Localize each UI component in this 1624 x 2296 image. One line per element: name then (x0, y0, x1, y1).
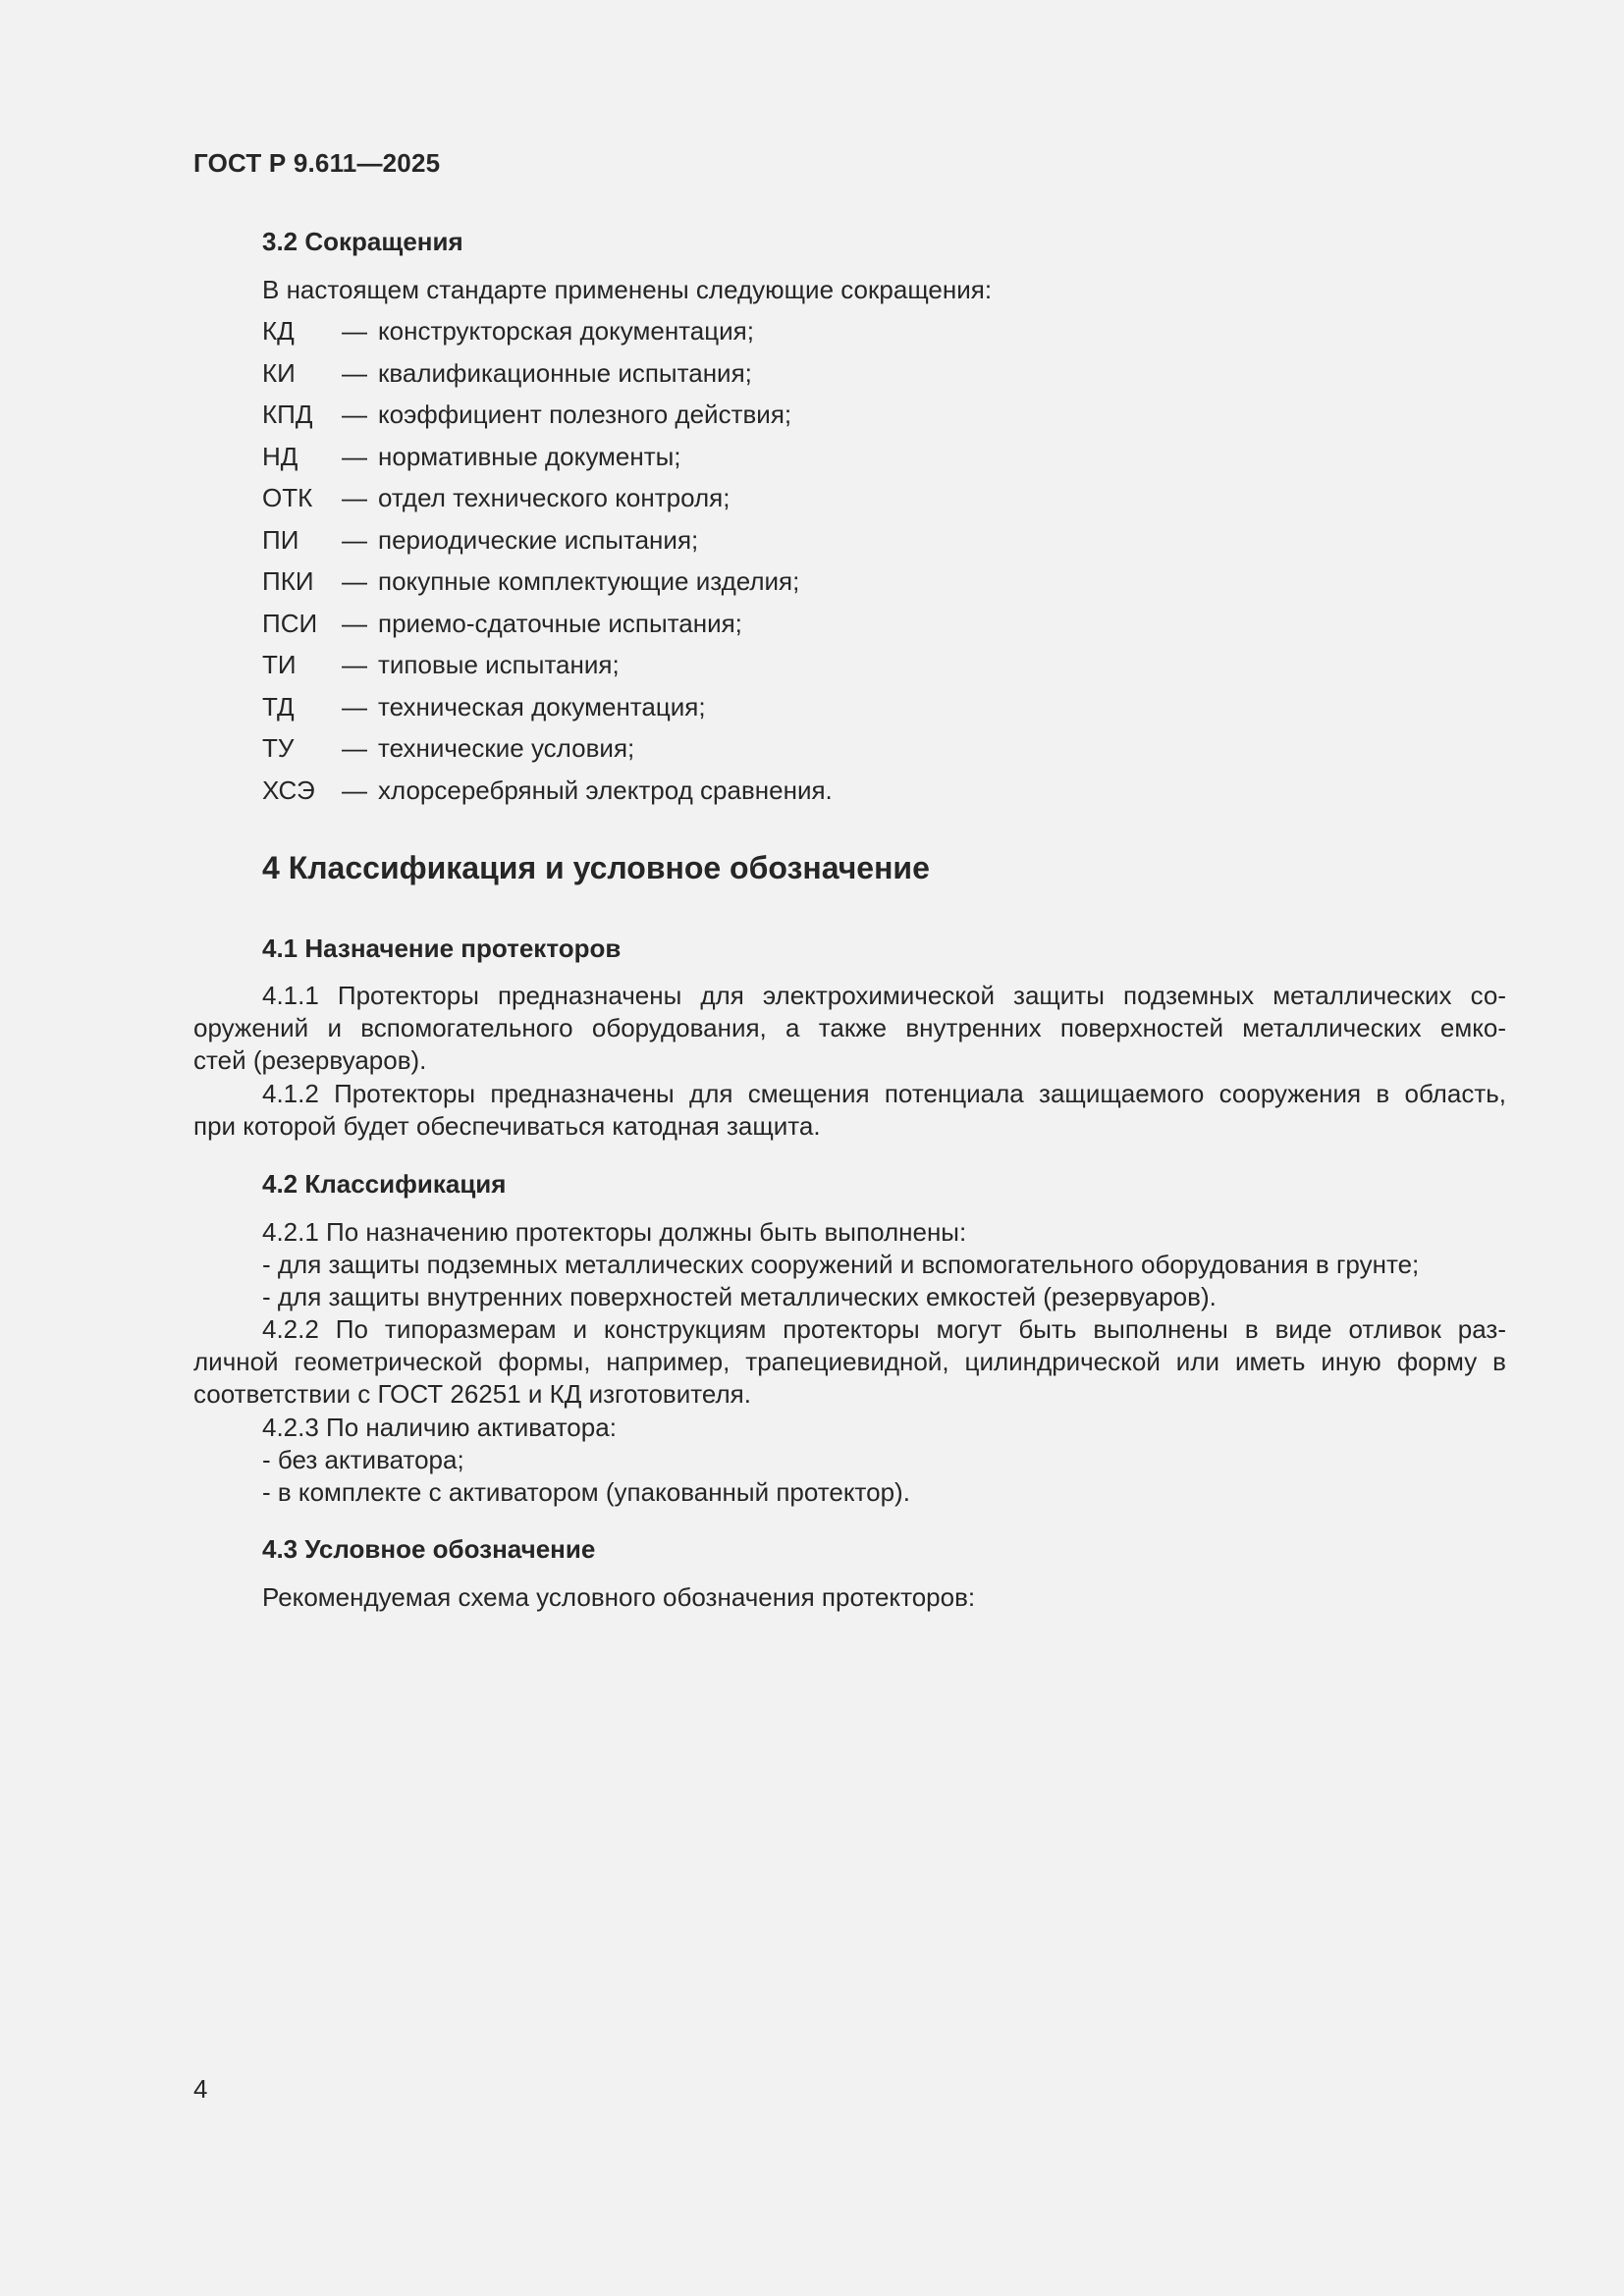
paragraph-4-1-2 (193, 1078, 1506, 1143)
abbreviation-term: КИ (262, 357, 296, 388)
section-4-2-title: 4.2 Классификация (262, 1169, 507, 1199)
abbreviation-definition: покупные комплектующие изделия; (378, 566, 800, 596)
abbreviation-definition: техническая документация; (378, 691, 706, 721)
paragraph-line: при которой будет обеспечиваться катодная защита. (193, 1111, 821, 1141)
abbreviation-definition: технические условия; (378, 733, 635, 763)
abbreviation-term: КПД (262, 400, 313, 429)
abbreviation-definition: типовые испытания; (378, 650, 620, 679)
abbreviation-term: ХСЭ (262, 774, 315, 805)
abbreviation-dash: — (342, 733, 367, 763)
abbreviation-term: ПИ (262, 524, 299, 555)
abbreviation-dash: — (342, 483, 367, 512)
abbreviation-definition: конструкторская документация; (378, 316, 754, 346)
abbreviation-definition: приемо-сдаточные испытания; (378, 608, 742, 638)
abbreviation-definition: отдел технического контроля; (378, 483, 731, 512)
abbreviation-definition: хлорсеребряный электрод сравнения. (378, 774, 833, 805)
page-number: 4 (193, 2074, 208, 2104)
section-4-3-title: 4.3 Условное обозначение (262, 1534, 596, 1564)
abbreviation-definition: квалификационные испытания; (378, 357, 752, 388)
section-4-1-title: 4.1 Назначение протекторов (262, 934, 622, 963)
paragraph-line: стей (резервуаров). (193, 1045, 427, 1075)
paragraph-line: соответствии с ГОСТ 26251 и КД изготовителя. (193, 1379, 751, 1409)
paragraph-4-2-1: 4.2.1 По назначению протекторы должны быть выполнены: (262, 1217, 967, 1247)
abbreviation-definition: коэффициент полезного действия; (378, 400, 792, 429)
paragraph-line: личной геометрической формы, например, трапециевидной, цилиндрической или иметь иную форму в (193, 1347, 1506, 1376)
paragraph-line: 4.2.2 По типоразмерам и конструкциям протекторы могут быть выполнены в виде отливок раз- (262, 1314, 1506, 1344)
list-item: - в комплекте с активатором (упакованный протектор). (262, 1477, 910, 1507)
abbreviation-dash: — (342, 316, 367, 346)
abbreviation-definition: периодические испытания; (378, 524, 699, 555)
list-item: - для защиты внутренних поверхностей металлических емкостей (резервуаров). (262, 1282, 1217, 1311)
abbreviation-dash: — (342, 524, 367, 555)
abbreviation-dash: — (342, 566, 367, 596)
abbreviation-dash: — (342, 357, 367, 388)
abbreviation-term: ТИ (262, 650, 297, 679)
abbreviation-term: НД (262, 441, 298, 471)
paragraph-4-2-3: 4.2.3 По наличию активатора: (262, 1413, 617, 1442)
abbreviation-dash: — (342, 441, 367, 471)
abbreviation-term: КД (262, 316, 295, 346)
section-4-3-intro: Рекомендуемая схема условного обозначения протекторов: (262, 1582, 976, 1612)
paragraph-line: 4.1.2 Протекторы предназначены для смещения потенциала защищаемого сооружения в область, (262, 1079, 1506, 1108)
paragraph-4-2-2 (193, 1313, 1506, 1411)
abbreviation-term: ТУ (262, 733, 295, 763)
section-3-2-title: 3.2 Сокращения (262, 227, 463, 256)
abbreviation-definition: нормативные документы; (378, 441, 681, 471)
abbreviation-dash: — (342, 608, 367, 638)
section-4-title: 4 Классификация и условное обозначение (262, 850, 930, 885)
abbreviation-term: ОТК (262, 483, 313, 512)
paragraph-4-1-1 (193, 980, 1506, 1077)
section-3-2-intro: В настоящем стандарте применены следующие сокращения: (262, 275, 993, 304)
abbreviation-dash: — (342, 774, 367, 805)
list-item: - без активатора; (262, 1445, 464, 1474)
abbreviation-dash: — (342, 650, 367, 679)
abbreviation-dash: — (342, 400, 367, 429)
document-header: ГОСТ Р 9.611—2025 (193, 148, 441, 178)
paragraph-line: оружений и вспомогательного оборудования, а также внутренних поверхностей металлических емко- (193, 1013, 1506, 1042)
abbreviation-term: ПКИ (262, 566, 314, 596)
abbreviation-term: ТД (262, 691, 295, 721)
paragraph-line: 4.1.1 Протекторы предназначены для электрохимической защиты подземных металлических со- (262, 981, 1506, 1010)
list-item: - для защиты подземных металлических сооружений и вспомогательного оборудования в грунте; (262, 1250, 1420, 1279)
abbreviation-dash: — (342, 691, 367, 721)
abbreviation-term: ПСИ (262, 608, 318, 638)
